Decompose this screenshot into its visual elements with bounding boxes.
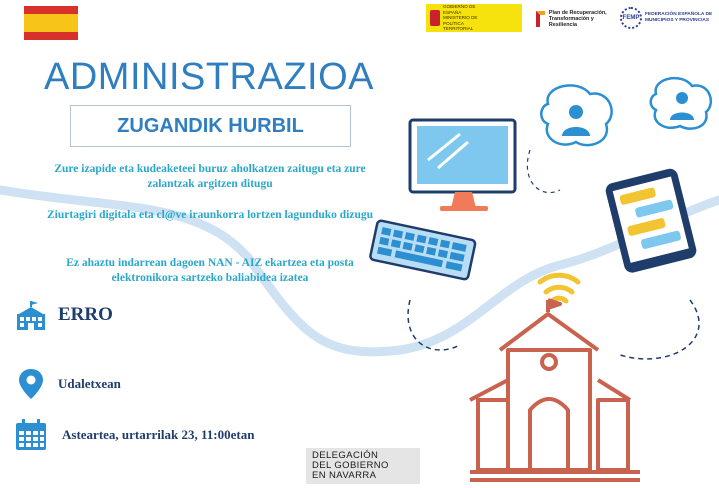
keyboard-icon bbox=[370, 220, 476, 280]
paragraph-advice: Zure izapide eta kudeaketeei buruz aholkatzen zaitugu eta zure zalantzak argitzen ditugu bbox=[54, 163, 366, 190]
location-pin-icon bbox=[14, 367, 48, 401]
delegation-line: DEL GOBIERNO bbox=[312, 460, 389, 471]
info-place bbox=[14, 367, 121, 401]
paragraph-reminder: Ez ahaztu indarrean dagoen NAN - AIZ ekartzea eta posta elektronikora sartzeko baliabidea izatea bbox=[66, 257, 354, 284]
event-date: Asteartea, urtarrilak 23, 11:00etan bbox=[62, 427, 255, 442]
info-town bbox=[14, 298, 113, 332]
gobierno-logo-text: GOBIERNO DE ESPAÑA MINISTERIO DE POLÍTICA TERRITORIAL bbox=[443, 4, 478, 32]
paragraph-certificate: Ziurtagiri digitala eta cl@ve iraunkorra lortzen lagunduko dizugu bbox=[47, 209, 373, 221]
chat-bubble-user-icon bbox=[651, 78, 711, 128]
town-name: ERRO bbox=[58, 304, 113, 325]
calendar-icon bbox=[14, 418, 48, 452]
info-date bbox=[14, 418, 254, 452]
delegation-line: DELEGACIÓN bbox=[312, 450, 379, 461]
femp-mark: FEMP bbox=[620, 7, 642, 29]
monitor-icon bbox=[410, 120, 515, 211]
place-name: Udaletxean bbox=[58, 376, 121, 391]
delegation-line: EN NAVARRA bbox=[312, 470, 377, 481]
delegation-logo bbox=[306, 448, 420, 484]
dashed-arrow-right bbox=[620, 300, 699, 359]
prtr-logo-text: Plan de Recuperación, Transformación y Resiliencia bbox=[548, 10, 607, 28]
school-building-icon bbox=[14, 298, 48, 332]
page-title: ADMINISTRAZIOA bbox=[44, 56, 375, 98]
wifi-icon bbox=[540, 275, 578, 301]
subtitle: ZUGANDIK HURBIL bbox=[117, 114, 304, 137]
town-hall-icon bbox=[470, 300, 640, 480]
chat-bubble-user-icon bbox=[541, 85, 611, 145]
subtitle-box bbox=[70, 105, 351, 147]
femp-logo-text: FEDERACIÓN ESPAÑOLA DE MUNICIPIOS Y PROVINCIAS bbox=[645, 12, 713, 23]
tablet-icon bbox=[604, 167, 698, 274]
dashed-arrow-top bbox=[527, 150, 560, 193]
